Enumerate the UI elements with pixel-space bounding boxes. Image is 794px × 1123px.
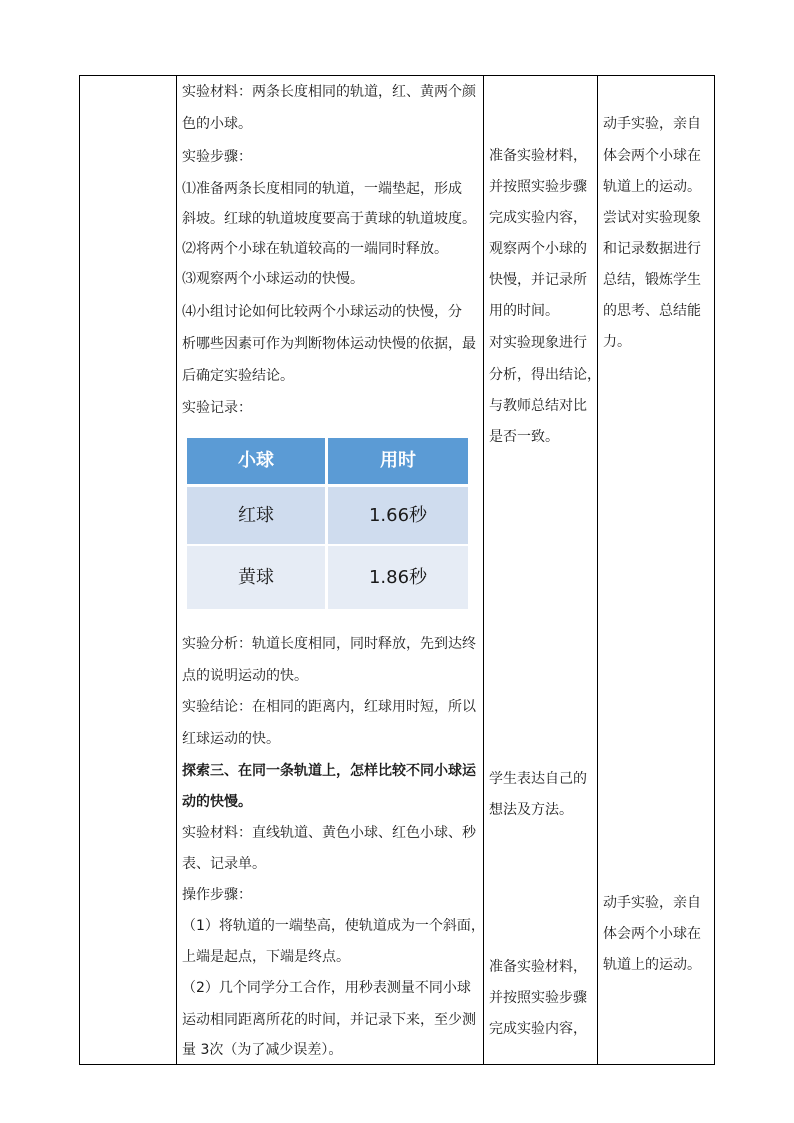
design-intent-text: 总结，锻炼学生 [603, 272, 701, 288]
design-intent-text: 轨道上的运动。 [603, 957, 701, 973]
step-text: ⑴准备两条长度相同的轨道，一端垫起，形成 [182, 181, 462, 197]
design-intent-text: 动手实验，亲自 [603, 116, 701, 132]
teaching-content-column [177, 76, 483, 1064]
material-text: 色的小球。 [182, 116, 252, 132]
table-cell: 红球 [187, 487, 325, 544]
table-cell: 1.86秒 [328, 546, 468, 609]
design-intent-text: 和记录数据进行 [603, 241, 701, 257]
table-header-ball: 小球 [187, 438, 325, 484]
design-intent-text: 体会两个小球在 [603, 926, 701, 942]
design-intent-text: 力。 [603, 334, 631, 350]
student-activity-text: 是否一致。 [489, 429, 559, 445]
conclusion-text: 红球运动的快。 [182, 731, 280, 747]
explore-three-heading: 动的快慢。 [182, 794, 252, 810]
record-heading: 实验记录： [182, 400, 252, 416]
analysis-text: 实验分析：轨道长度相同，同时释放，先到达终 [182, 636, 476, 652]
student-activity-text: 对实验现象进行 [489, 335, 587, 351]
step-text: ⑷小组讨论如何比较两个小球运动的快慢，分 [182, 304, 462, 320]
conclusion-text: 实验结论：在相同的距离内，红球用时短，所以 [182, 699, 476, 715]
table-cell: 1.66秒 [328, 487, 468, 544]
design-intent-text: 尝试对实验现象 [603, 210, 701, 226]
operation-step: （2）几个同学分工合作，用秒表测量不同小球 [182, 980, 471, 996]
steps-heading: 实验步骤： [182, 149, 252, 165]
material-text: 表、记录单。 [182, 856, 266, 872]
step-text: 斜坡。红球的轨道坡度要高于黄球的轨道坡度。 [182, 211, 476, 227]
material-text: 实验材料：直线轨道、黄色小球、红色小球、秒 [182, 825, 476, 841]
lesson-plan-table [79, 75, 715, 1065]
student-activity-text: 想法及方法。 [489, 802, 573, 818]
student-activity-text: 并按照实验步骤 [489, 990, 587, 1006]
step-text: ⑵将两个小球在轨道较高的一端同时释放。 [182, 241, 448, 257]
student-activity-text: 准备实验材料， [489, 148, 587, 164]
experiment-record-table [187, 438, 468, 609]
explore-three-heading: 探索三、在同一条轨道上，怎样比较不同小球运 [182, 763, 476, 779]
material-text: 实验材料：两条长度相同的轨道，红、黄两个颜 [182, 84, 476, 100]
operation-step: 运动相同距离所花的时间，并记录下来，至少测 [182, 1012, 476, 1028]
student-activity-text: 分析，得出结论， [489, 367, 601, 383]
table-cell: 黄球 [187, 546, 325, 609]
analysis-text: 点的说明运动的快。 [182, 668, 308, 684]
operation-heading: 操作步骤： [182, 887, 252, 903]
student-activity-text: 与教师总结对比 [489, 398, 587, 414]
student-activity-text: 学生表达自己的 [489, 771, 587, 787]
student-activity-text: 快慢，并记录所 [489, 272, 587, 288]
student-activity-text: 完成实验内容， [489, 210, 587, 226]
left-empty-column [80, 76, 176, 1064]
student-activity-text: 完成实验内容， [489, 1021, 587, 1037]
student-activity-text: 用的时间。 [489, 303, 559, 319]
design-intent-column [598, 76, 714, 1064]
step-text: ⑶观察两个小球运动的快慢。 [182, 271, 364, 287]
student-activity-text: 观察两个小球的 [489, 241, 587, 257]
operation-step: 量 3次（为了减少误差）。 [182, 1042, 343, 1058]
student-activity-text: 准备实验材料， [489, 959, 587, 975]
operation-step: （1）将轨道的一端垫高，使轨道成为一个斜面， [182, 918, 485, 934]
operation-step: 上端是起点，下端是终点。 [182, 949, 350, 965]
step-text: 后确定实验结论。 [182, 368, 294, 384]
student-activity-column [484, 76, 601, 1064]
design-intent-text: 的思考、总结能 [603, 303, 701, 319]
design-intent-text: 动手实验，亲自 [603, 895, 701, 911]
design-intent-text: 体会两个小球在 [603, 148, 701, 164]
student-activity-text: 并按照实验步骤 [489, 179, 587, 195]
step-text: 析哪些因素可作为判断物体运动快慢的依据，最 [182, 336, 476, 352]
design-intent-text: 轨道上的运动。 [603, 179, 701, 195]
table-header-time: 用时 [328, 438, 468, 484]
